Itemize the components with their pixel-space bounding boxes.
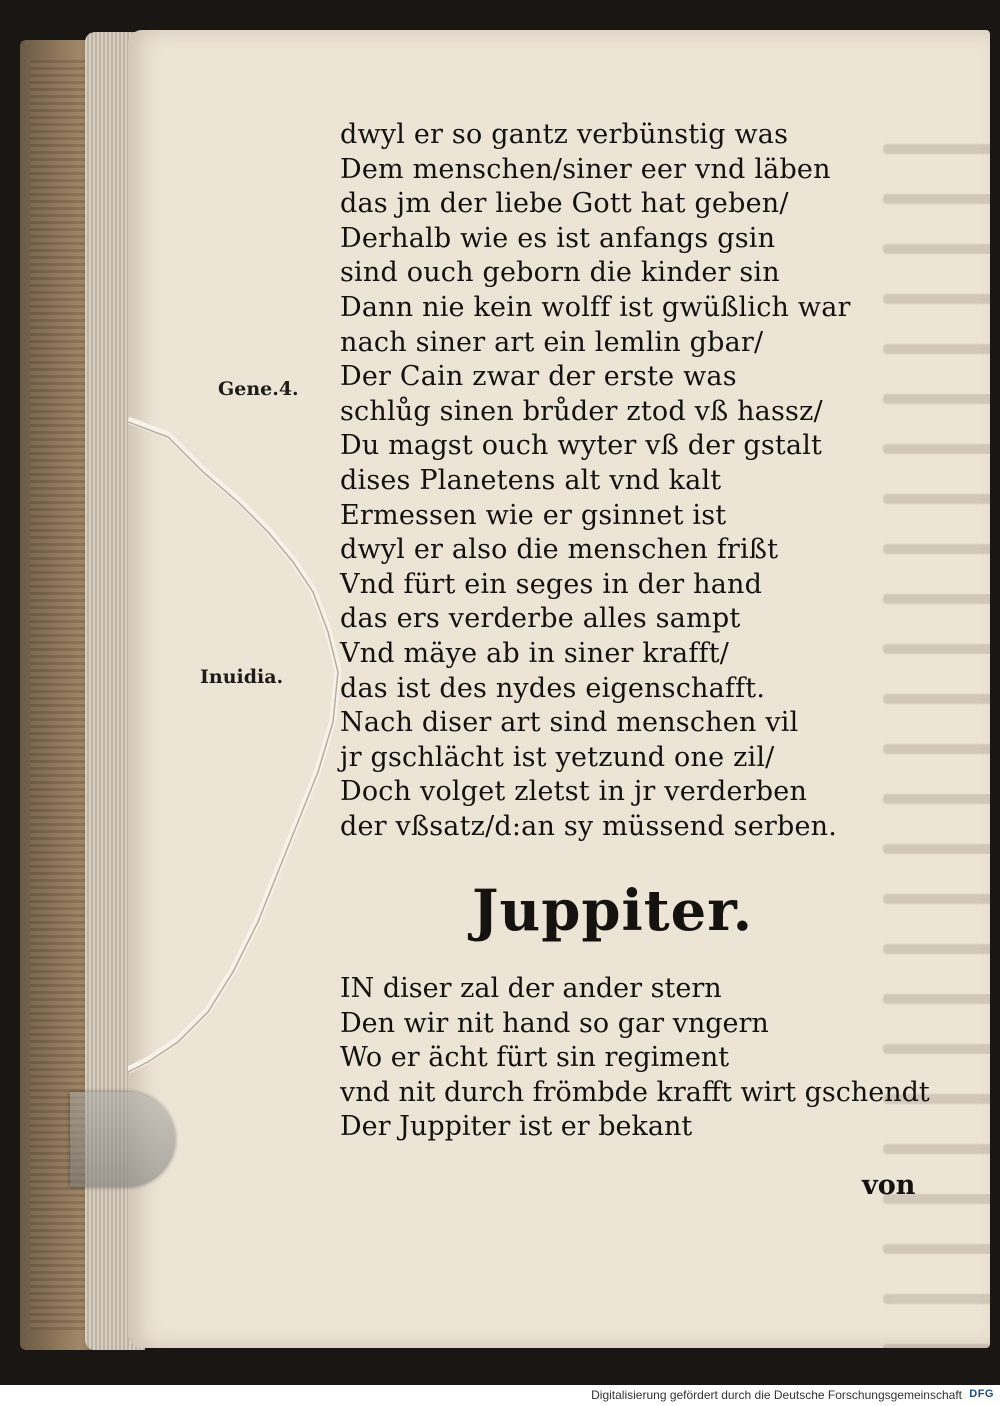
verse-line: Vnd fürt ein seges in der hand (340, 568, 763, 600)
verse-line: Dann nie kein wolff ist gwüßlich war (340, 291, 851, 323)
verse-line: Doch volget zletst in jr verderben (340, 776, 808, 808)
verse-block-2 (340, 972, 980, 1145)
margin-note-gene: Gene.4. (218, 378, 299, 400)
verse-line: vnd nit durch frömbde krafft wirt gschendt (340, 1076, 930, 1108)
verse-line: Vnd mäye ab in siner krafft/ (340, 637, 730, 669)
margin-note-invidia: Inuidia. (200, 666, 284, 688)
footer-bar (0, 1385, 1000, 1406)
verse-line: der vßsatz/d:an sy müssend serben. (340, 810, 838, 842)
section-heading: Juppiter. (472, 878, 754, 944)
verse-line: sind ouch geborn die kinder sin (340, 257, 780, 289)
verse-line: jr gschlächt ist yetzund one zil/ (340, 741, 775, 773)
verse-line: Der Cain zwar der erste was (340, 361, 737, 393)
verse-line: IN diser zal der ander stern (340, 973, 722, 1004)
verse-line: das jm der liebe Gott hat geben/ (340, 188, 789, 220)
verse-block-1 (340, 118, 940, 844)
verse-line: das ist des nydes eigenschafft. (340, 672, 766, 704)
page-clip (70, 1092, 175, 1187)
verse-line: Ermessen wie er gsinnet ist (340, 499, 727, 531)
verse-line: schlůg sinen brůder ztod vß hassz/ (340, 395, 823, 427)
verse-line: Der Juppiter ist er bekant (340, 1111, 693, 1143)
verse-line: Wo er ächt fürt sin regiment (340, 1042, 730, 1074)
dfg-logo-icon: DFG (969, 1388, 994, 1400)
verse-line: Den wir nit hand so gar vngern (340, 1007, 769, 1039)
verse-line: Derhalb wie es ist anfangs gsin (340, 222, 776, 254)
footer-credit: Digitalisierung gefördert durch die Deutsche Forschungsgemeinschaft (591, 1388, 962, 1402)
verse-line: Du magst ouch wyter vß der gstalt (340, 430, 823, 462)
verse-line: das ers verderbe alles sampt (340, 603, 741, 635)
verse-line: Nach diser art sind menschen vil (340, 707, 799, 739)
verse-line: dwyl er so gantz verbünstig was (340, 119, 789, 150)
catchword: von (862, 1170, 916, 1201)
verse-line: nach siner art ein lemlin gbar/ (340, 326, 764, 358)
verse-line: Dem menschen/siner eer vnd läben (340, 153, 831, 185)
verse-line: dwyl er also die menschen frißt (340, 534, 779, 566)
verse-line: dises Planetens alt vnd kalt (340, 464, 722, 496)
